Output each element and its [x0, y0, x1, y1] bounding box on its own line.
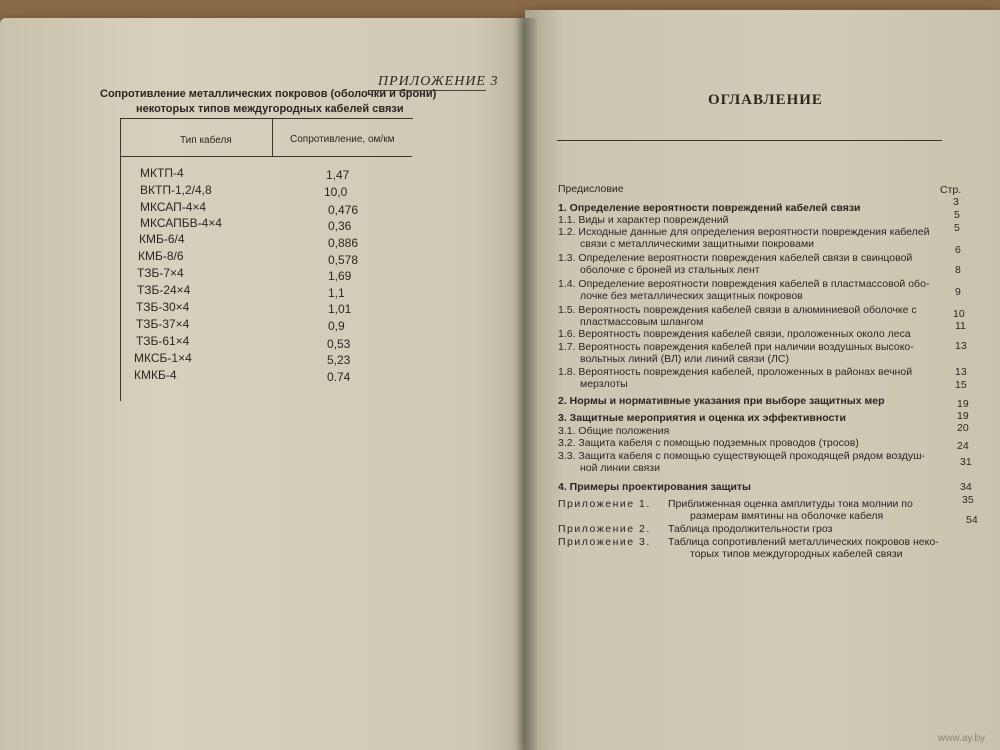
cell-value: 1,1: [328, 286, 345, 300]
toc-page: 13: [955, 366, 967, 378]
table-caption-line2: некоторых типов междугородных кабелей связи: [136, 103, 404, 115]
toc-entry: 1.8. Вероятность повреждения кабелей, проложенных в районах вечной: [558, 366, 913, 378]
appendix-text: Приближенная оценка амплитуды тока молнии по: [668, 498, 913, 510]
toc-page: 3: [953, 196, 959, 208]
toc-entry: 1.7. Вероятность повреждения кабелей при наличии воздушных высоко-: [558, 341, 914, 353]
table-caption-line1: Сопротивление металлических покровов (оболочки и брони): [100, 88, 437, 100]
toc-entry: 1.5. Вероятность повреждения кабелей связи в алюминиевой оболочке с: [558, 304, 917, 316]
toc-page: 34: [960, 481, 972, 493]
toc-entry-cont: лочке без металлических защитных покровов: [580, 290, 803, 302]
cell-type: КМКБ-4: [134, 368, 177, 382]
appendix-text: Таблица продолжительности гроз: [668, 523, 833, 535]
cell-type: ТЗБ-7×4: [137, 266, 184, 280]
toc-page: 20: [957, 422, 969, 434]
cell-value: 0,53: [327, 337, 351, 351]
toc-entry: 3. Защитные мероприятия и оценка их эффективности: [558, 412, 846, 424]
toc-page: 19: [957, 398, 969, 410]
cell-value: 0,476: [328, 203, 359, 217]
cell-type: ТЗБ-24×4: [137, 283, 191, 297]
cell-type: МКСАП-4×4: [140, 200, 207, 214]
page-column-label: Стр.: [940, 184, 962, 196]
toc-entry-cont: связи с металлическими защитными покровами: [580, 238, 815, 250]
cell-value: 0,578: [328, 253, 359, 267]
cell-type: ВКТП-1,2/4,8: [140, 183, 212, 197]
toc-page: 5: [954, 222, 960, 234]
cell-value: 1,69: [328, 269, 352, 283]
toc-entry: 1.4. Определение вероятности повреждения кабелей в пластмассовой обо-: [558, 278, 930, 290]
toc-entry: 1. Определение вероятности повреждений кабелей связи: [558, 202, 861, 214]
cell-value: 1,01: [328, 302, 352, 316]
toc-page: 8: [955, 264, 961, 276]
cell-type: МКТП-4: [140, 166, 184, 180]
toc-entry: 3.1. Общие положения: [558, 425, 670, 437]
toc-entry: 1.1. Виды и характер повреждений: [558, 214, 729, 226]
toc-page: 5: [954, 209, 960, 221]
appendix-label: Приложение 1.: [558, 498, 651, 510]
book-gutter: [515, 18, 537, 750]
col-header-cable-type: Тип кабеля: [180, 135, 232, 146]
toc-page: 35: [962, 494, 974, 506]
toc-entry: 2. Нормы и нормативные указания при выборе защитных мер: [558, 395, 885, 407]
toc-entry: 3.3. Защита кабеля с помощью существующей проходящей рядом воздуш-: [558, 450, 926, 462]
toc-page: 10: [953, 308, 965, 320]
appendix-label: Приложение 2.: [558, 523, 651, 535]
toc-entry-cont: вольтных линий (ВЛ) или линий связи (ЛС): [580, 353, 789, 365]
toc-entry: 1.2. Исходные данные для определения вероятности повреждения кабелей: [558, 226, 930, 238]
cell-type: КМБ-6/4: [139, 232, 185, 246]
toc-preface: Предисловие: [558, 183, 624, 195]
table-header-rule: [120, 156, 412, 157]
appendix-text-cont: размерам вмятины на оболочке кабеля: [690, 510, 884, 522]
cell-value: 1,47: [326, 168, 350, 182]
appendix-text: Таблица сопротивлений металлических покровов неко-: [668, 536, 939, 548]
toc-page: 54: [966, 514, 978, 526]
toc-title: ОГЛАВЛЕНИЕ: [708, 92, 823, 108]
cell-value: 0,886: [328, 236, 359, 250]
toc-entry: 1.3. Определение вероятности повреждения кабелей связи в свинцовой: [558, 252, 913, 264]
cell-type: КМБ-8/6: [138, 249, 184, 263]
col-header-resistance: Сопротивление, ом/км: [290, 134, 395, 145]
toc-entry-cont: мерзлоты: [580, 378, 628, 390]
table-header-divider: [272, 118, 273, 156]
cell-type: ТЗБ-30×4: [136, 300, 190, 314]
cell-value: 0,9: [328, 319, 345, 333]
cell-type: ТЗБ-37×4: [136, 317, 190, 331]
cell-type: ТЗБ-61×4: [136, 334, 190, 348]
toc-entry: 3.2. Защита кабеля с помощью подземных проводов (тросов): [558, 437, 859, 449]
cell-value: 10,0: [324, 185, 348, 199]
cell-type: МКСАПБВ-4×4: [140, 216, 222, 230]
toc-entry: 4. Примеры проектирования защиты: [558, 481, 752, 493]
toc-title-rule: [557, 140, 942, 141]
toc-page: 15: [955, 379, 967, 391]
cell-value: 0.74: [327, 370, 351, 384]
toc-page: 31: [960, 456, 972, 468]
cell-value: 5,23: [327, 353, 351, 367]
toc-page: 13: [955, 340, 967, 352]
toc-page: 6: [955, 244, 961, 256]
toc-page: 19: [957, 410, 969, 422]
cell-value: 0,36: [328, 219, 352, 233]
cell-type: МКСБ-1×4: [134, 351, 192, 365]
toc-page: 9: [955, 286, 961, 298]
watermark: www.ay.by: [938, 733, 986, 744]
appendix-label: Приложение 3.: [558, 536, 651, 548]
toc-entry: 1.6. Вероятность повреждения кабелей связи, проложенных около леса: [558, 328, 911, 340]
toc-entry-cont: ной линии связи: [580, 462, 660, 474]
toc-page: 24: [957, 440, 969, 452]
appendix-text-cont: торых типов междугородных кабелей связи: [690, 548, 903, 560]
toc-entry-cont: пластмассовым шлангом: [580, 316, 704, 328]
toc-entry-cont: оболочке с броней из стальных лент: [580, 264, 760, 276]
appendix-header: ПРИЛОЖЕНИЕ 3: [378, 74, 499, 89]
toc-page: 11: [955, 320, 966, 332]
